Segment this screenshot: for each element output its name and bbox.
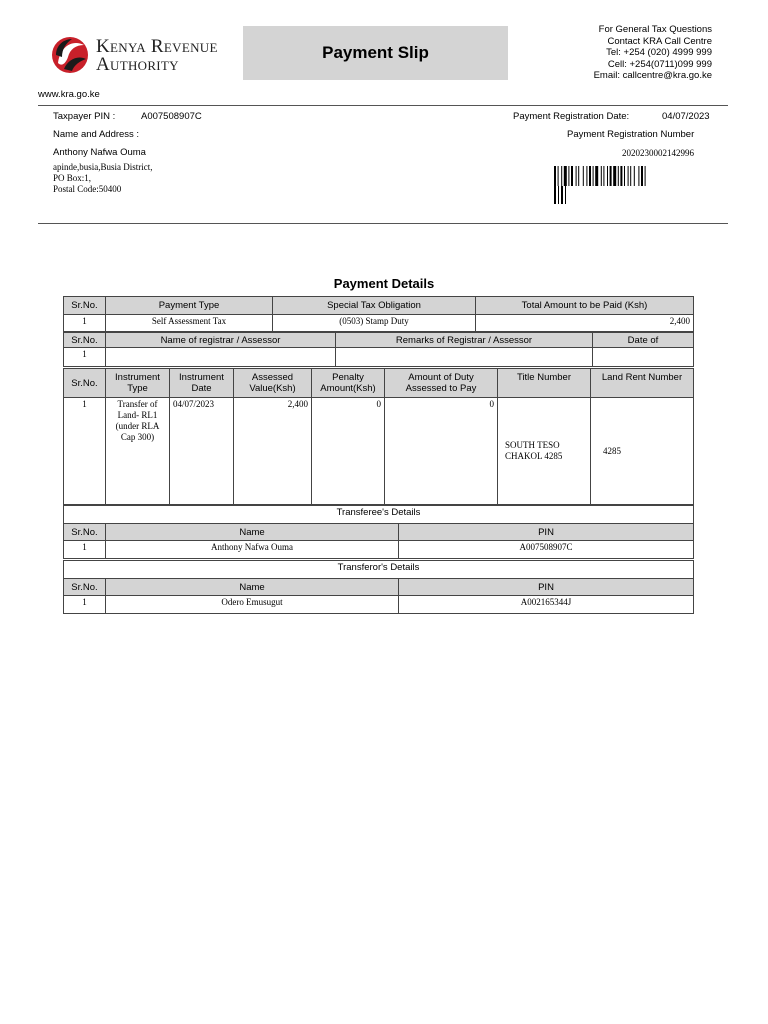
transferor-name: Odero Emusugut bbox=[106, 596, 399, 614]
transferor-table bbox=[63, 560, 694, 614]
barcode-bar bbox=[558, 166, 559, 186]
reg-date: 04/07/2023 bbox=[662, 111, 710, 122]
barcode-bar bbox=[610, 166, 612, 186]
assessed-value: 2,400 bbox=[234, 398, 312, 505]
barcode-bar bbox=[558, 186, 559, 204]
barcode-bar bbox=[583, 166, 584, 186]
barcode-bar bbox=[568, 166, 569, 186]
reg-number-label: Payment Registration Number bbox=[567, 129, 695, 140]
col-header: Instrument Type bbox=[106, 369, 170, 398]
title-number bbox=[498, 398, 591, 505]
transferee-pin: A007508907C bbox=[399, 541, 694, 559]
col-header: PIN bbox=[399, 524, 694, 541]
table-cell: 1 bbox=[64, 398, 106, 505]
col-header: Sr.No. bbox=[64, 579, 106, 596]
col-header: Special Tax Obligation bbox=[273, 297, 476, 315]
table-cell: (0503) Stamp Duty bbox=[273, 315, 476, 332]
kra-lion-icon bbox=[50, 33, 90, 77]
barcode-bar bbox=[576, 166, 577, 186]
table-cell: 2,400 bbox=[476, 315, 694, 332]
col-header: Land Rent Number bbox=[591, 369, 694, 398]
address-line: apinde,busia,Busia District, bbox=[53, 162, 153, 172]
divider bbox=[38, 105, 728, 106]
table-cell bbox=[336, 348, 593, 367]
divider bbox=[38, 223, 728, 224]
section-title: Transferor's Details bbox=[64, 561, 694, 579]
taxpayer-pin: A007508907C bbox=[141, 111, 202, 122]
penalty-amount: 0 bbox=[312, 398, 385, 505]
taxpayer-pin-label: Taxpayer PIN : bbox=[53, 111, 116, 122]
barcode-bar bbox=[565, 186, 566, 204]
col-header: Sr.No. bbox=[64, 333, 106, 348]
barcode-bar bbox=[620, 166, 622, 186]
barcode-bar bbox=[593, 166, 594, 186]
contact-cell: Cell: +254(0711)099 999 bbox=[607, 58, 712, 70]
barcode-bar bbox=[586, 166, 587, 186]
col-header: Remarks of Registrar / Assessor bbox=[336, 333, 593, 348]
barcode-bar bbox=[628, 166, 629, 186]
table-cell: 1 bbox=[64, 315, 106, 332]
transferor-pin: A002165344J bbox=[399, 596, 694, 614]
duty-amount: 0 bbox=[385, 398, 498, 505]
col-header: PIN bbox=[399, 579, 694, 596]
col-header: Payment Type bbox=[106, 297, 273, 315]
barcode-bar bbox=[641, 166, 643, 186]
col-header: Amount of Duty Assessed to Pay bbox=[385, 369, 498, 398]
payment-details-title: Payment Details bbox=[333, 276, 435, 291]
col-header: Name bbox=[106, 524, 399, 541]
table-cell: 1 bbox=[64, 596, 106, 614]
instrument-type: Transfer of Land- RL1 (under RLA Cap 300) bbox=[106, 398, 170, 505]
barcode-bar bbox=[589, 166, 591, 186]
col-header: Assessed Value(Ksh) bbox=[234, 369, 312, 398]
barcode-bar bbox=[618, 166, 619, 186]
page-title: Payment Slip bbox=[243, 26, 508, 80]
col-header: Sr.No. bbox=[64, 524, 106, 541]
taxpayer-name: Anthony Nafwa Ouma bbox=[53, 147, 146, 158]
table-cell bbox=[593, 348, 694, 367]
barcode-bar bbox=[630, 166, 631, 186]
table-cell: 1 bbox=[64, 348, 106, 367]
table-cell: 1 bbox=[64, 541, 106, 559]
instrument-table bbox=[63, 368, 694, 505]
barcode-bar bbox=[645, 166, 646, 186]
col-header: Name of registrar / Assessor bbox=[106, 333, 336, 348]
contact-email: Email: callcentre@kra.go.ke bbox=[593, 70, 712, 82]
barcode-bar bbox=[571, 166, 573, 186]
logo-line-2: Authority bbox=[96, 54, 179, 75]
transferee-name: Anthony Nafwa Ouma bbox=[106, 541, 399, 559]
contact-line: Contact KRA Call Centre bbox=[607, 35, 712, 47]
col-header: Title Number bbox=[498, 369, 591, 398]
col-header: Penalty Amount(Ksh) bbox=[312, 369, 385, 398]
col-header: Total Amount to be Paid (Ksh) bbox=[476, 297, 694, 315]
barcode-bar bbox=[607, 166, 608, 186]
col-header: Name bbox=[106, 579, 399, 596]
barcode-bar bbox=[601, 166, 602, 186]
website-link[interactable]: www.kra.go.ke bbox=[38, 89, 100, 100]
barcode-bar bbox=[578, 166, 579, 186]
reg-number: 2020230002142996 bbox=[622, 148, 694, 158]
col-header: Date of bbox=[593, 333, 694, 348]
contact-block bbox=[560, 24, 712, 82]
registrar-table bbox=[63, 332, 694, 367]
barcode-bar bbox=[624, 166, 625, 186]
barcode-bar bbox=[564, 166, 567, 186]
barcode-bar bbox=[634, 166, 635, 186]
name-address-label: Name and Address : bbox=[53, 129, 140, 140]
contact-phone: Tel: +254 (020) 4999 999 bbox=[606, 47, 712, 59]
barcode-bar bbox=[561, 166, 562, 186]
transferee-table bbox=[63, 505, 694, 559]
col-header: Sr.No. bbox=[64, 297, 106, 315]
logo-line-1: Kenya Revenue bbox=[96, 36, 218, 57]
barcode-bar bbox=[561, 186, 563, 204]
table-cell: Self Assessment Tax bbox=[106, 315, 273, 332]
barcode-bar bbox=[603, 166, 604, 186]
kra-logo-text bbox=[96, 38, 218, 74]
barcode bbox=[554, 166, 694, 204]
barcode-bar bbox=[554, 186, 556, 204]
payment-type-table bbox=[63, 296, 694, 332]
section-title: Transferee's Details bbox=[64, 506, 694, 524]
kra-logo bbox=[50, 33, 90, 77]
land-rent-number: 4285 bbox=[591, 398, 694, 505]
address-line: PO Box:1, bbox=[53, 173, 92, 183]
barcode-bar bbox=[613, 166, 616, 186]
address-line: Postal Code:50400 bbox=[53, 184, 122, 194]
taxpayer-address bbox=[53, 162, 152, 195]
col-header: Sr.No. bbox=[64, 369, 106, 398]
table-cell bbox=[106, 348, 336, 367]
barcode-bar bbox=[554, 166, 556, 186]
barcode-bar bbox=[595, 166, 598, 186]
title-number-text: SOUTH TESO CHAKOL 4285 bbox=[505, 440, 563, 461]
col-header: Instrument Date bbox=[170, 369, 234, 398]
instrument-date: 04/07/2023 bbox=[170, 398, 234, 505]
barcode-graphic bbox=[554, 166, 694, 204]
reg-date-label: Payment Registration Date: bbox=[513, 111, 630, 122]
contact-line: For General Tax Questions bbox=[598, 24, 712, 35]
barcode-bar bbox=[638, 166, 639, 186]
